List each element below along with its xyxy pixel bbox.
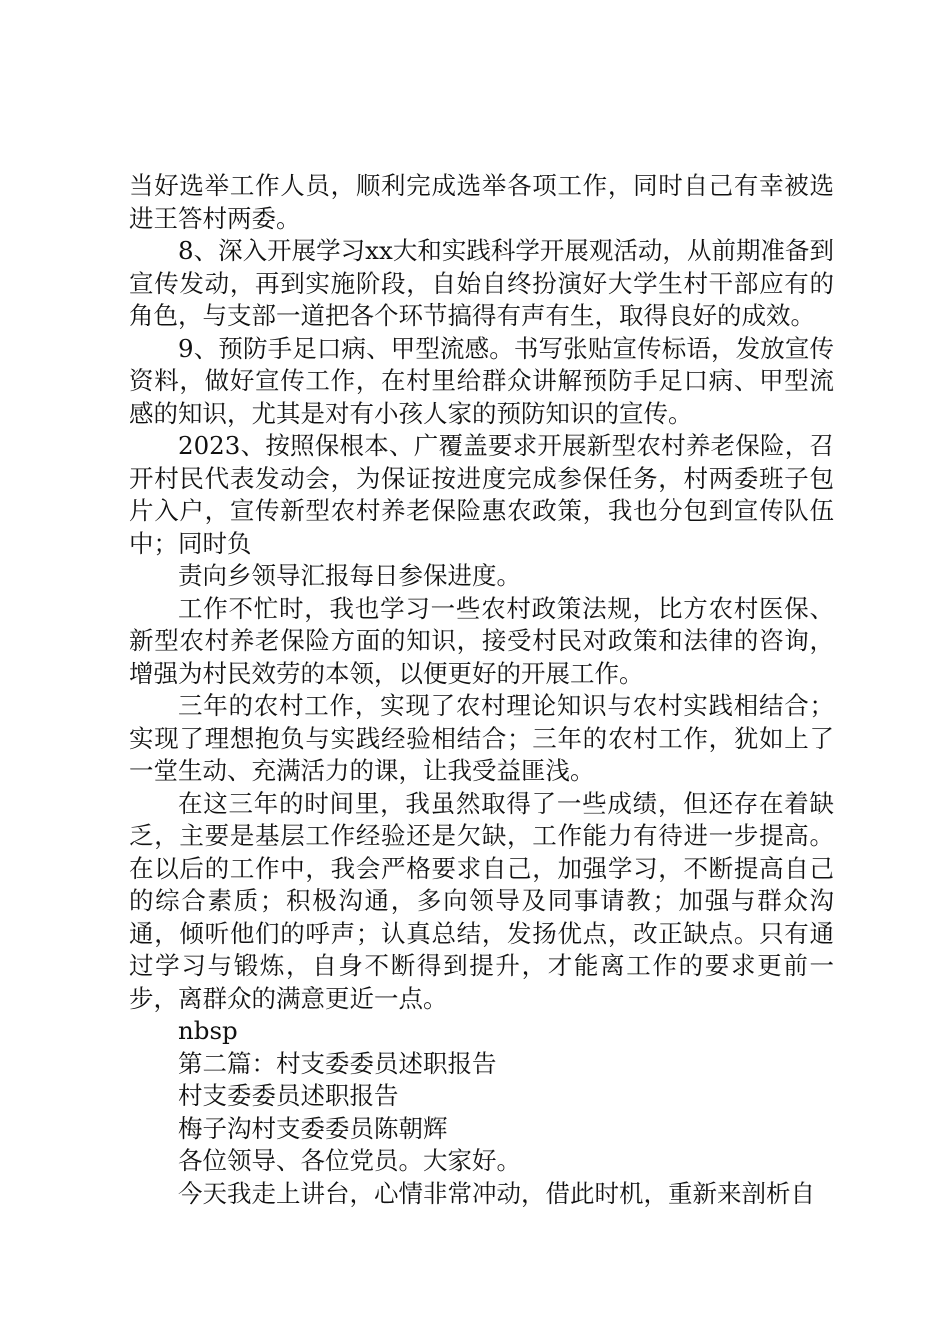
document-body [129, 170, 834, 1210]
paragraph-three-years: 三年的农村工作，实现了农村理论知识与农村实践相结合；实现了理想抱负与实践经验相结合；三年的农村工作，犹如上了一堂生动、充满活力的课，让我受益匪浅。 [129, 691, 834, 785]
report-greeting: 各位领导、各位党员。大家好。 [178, 1146, 521, 1175]
paragraph-item-2023: 2023、按照保根本、广覆盖要求开展新型农村养老保险，召开村民代表发动会，为保证按进度完成参保任务，村两委班子包片入户，宣传新型农村养老保险惠农政策，我也分包到宣传队伍中；同时负 [129, 431, 834, 558]
paragraph-report-progress: 责向乡领导汇报每日参保进度。 [178, 561, 521, 590]
paragraph-continuation: 当好选举工作人员，顺利完成选举各项工作，同时自己有幸被选进王答村两委。 [129, 171, 834, 233]
report-author: 梅子沟村支委委员陈朝辉 [178, 1113, 448, 1143]
report-opening: 今天我走上讲台，心情非常冲动，借此时机，重新来剖析自 [178, 1178, 815, 1208]
paragraph-shortcomings: 在这三年的时间里，我虽然取得了一些成绩，但还存在着缺乏，主要是基层工作经验还是欠缺，工作能力有待进一步提高。在以后的工作中，我会严格要求自己，加强学习，不断提高自己的综合素质；积极沟通，多向领导及同事请教；加强与群众沟通，倾听他们的呼声；认真总结，发扬优点，改正缺点。只有通过学习与锻炼，自身不断得到提升，才能离工作的要求更前一步，离群众的满意更近一点。 [129, 788, 834, 1013]
report-title: 村支委委员述职报告 [178, 1081, 399, 1110]
paragraph-nbsp: nbsp [178, 1016, 238, 1045]
paragraph-item-8: 8、深入开展学习xx大和实践科学开展观活动，从前期准备到宣传发动，再到实施阶段，自始自终扮演好大学生村干部应有的角色，与支部一道把各个环节搞得有声有生，取得良好的成效。 [129, 236, 834, 330]
paragraph-study: 工作不忙时，我也学习一些农村政策法规，比方农村医保、新型农村养老保险方面的知识，接受村民对政策和法律的咨询，增强为村民效劳的本领，以便更好的开展工作。 [129, 593, 834, 688]
paragraph-item-9: 9、预防手足口病、甲型流感。书写张贴宣传标语，发放宣传资料，做好宣传工作，在村里给群众讲解预防手足口病、甲型流感的知识，尤其是对有小孩人家的预防知识的宣传。 [129, 333, 834, 428]
section-heading: 第二篇：村支委委员述职报告 [178, 1048, 497, 1078]
